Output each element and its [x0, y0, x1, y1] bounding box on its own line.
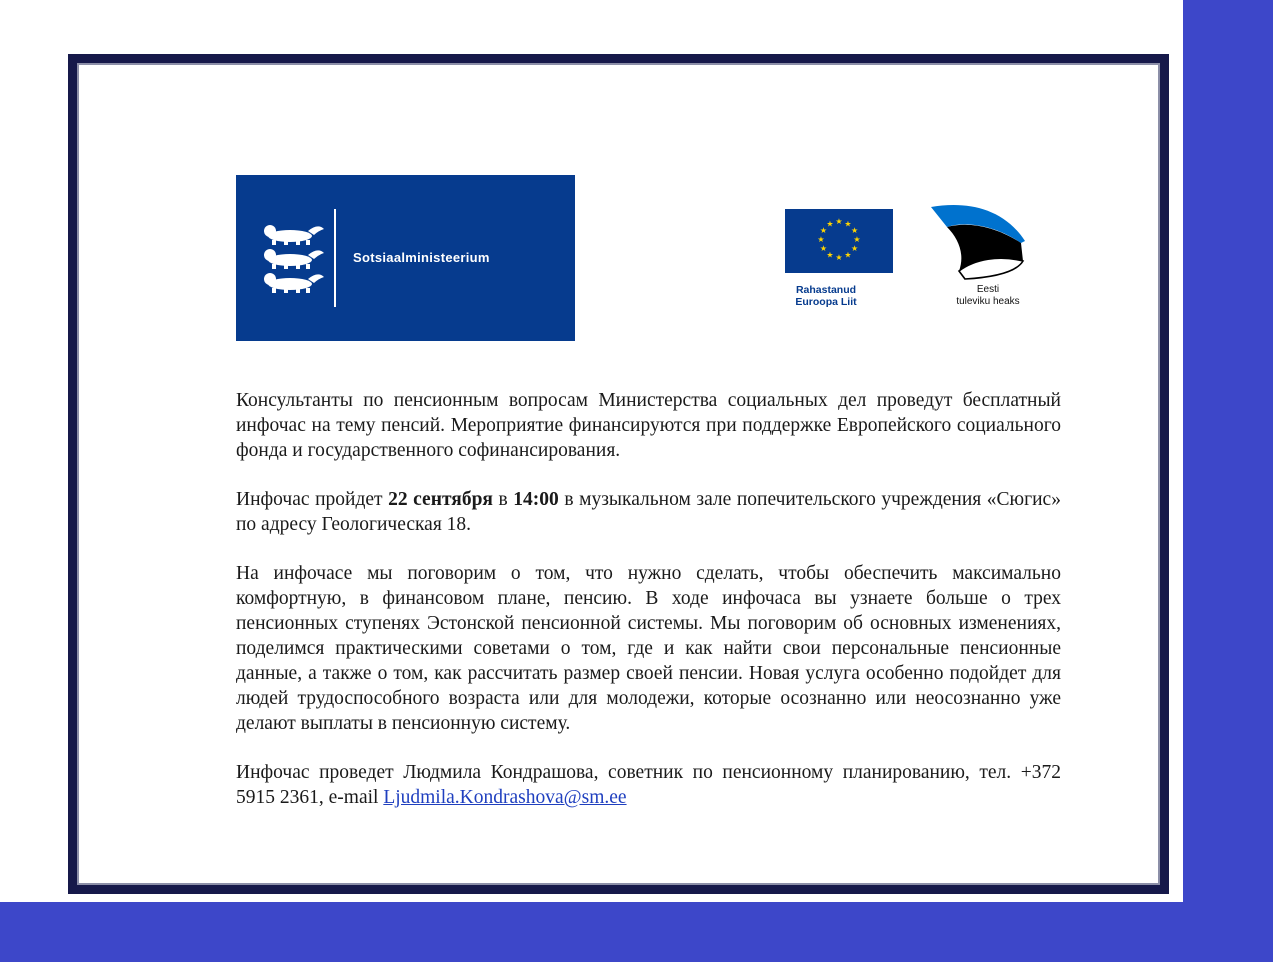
right-accent-band [1183, 0, 1273, 962]
svg-text:★: ★ [835, 217, 843, 226]
svg-text:★: ★ [826, 219, 834, 229]
svg-text:★: ★ [819, 226, 827, 235]
svg-text:★: ★ [853, 235, 861, 244]
eu-logo [785, 208, 894, 316]
svg-text:★: ★ [817, 235, 825, 244]
description-paragraph: На инфочасе мы поговорим о том, что нужно сделать, чтобы обеспечить максимально комфортную, в финансовом плане, пенсию. В ходе инфочаса вы узнаете больше о трех пенсионных ступенях Эстонской пенсионной системы. Мы поговорим об основных изменениях, поделимся практическими советами о том, где и как найти свои персональные пенсионные данные, а также о том, как рассчитать размер своей пенсии. Новая услуга особенно подойдет для людей трудоспособного возраста или для молодежи, которые осознанно или неосознанно уже делают выплаты в пенсионную систему. [236, 563, 1061, 734]
announcement-text [236, 388, 1061, 834]
svg-text:★: ★ [826, 250, 834, 260]
three-lions-coat-of-arms-icon [262, 221, 328, 295]
lion-icon [264, 225, 324, 245]
logo-divider [334, 209, 336, 307]
estonia-caption: Eesti tuleviku heaks [956, 284, 1020, 307]
svg-text:★: ★ [844, 219, 852, 229]
email-link[interactable]: Ljudmila.Kondrashova@sm.ee [383, 787, 627, 808]
eu-flag-icon [785, 209, 893, 273]
estonia-logo [925, 203, 1035, 313]
contact-paragraph: Инфочас проведет Людмила Кондрашова, советник по пенсионному планированию, тел. +372 5915 2361, e-mail Ljudmila.Kondrashova@sm.ee [236, 762, 1061, 808]
svg-text:★: ★ [835, 253, 843, 262]
event-time: 14:00 [513, 489, 559, 510]
svg-text:★: ★ [844, 250, 852, 260]
svg-text:★: ★ [851, 244, 859, 253]
bottom-accent-band [0, 902, 1273, 962]
svg-text:★: ★ [819, 244, 827, 253]
svg-text:★: ★ [851, 226, 859, 235]
intro-paragraph: Консультанты по пенсионным вопросам Министерства социальных дел проведут бесплатный инфочас на тему пенсий. Мероприятие финансируются при поддержке Европейского социального фонда и государственного софинансирования. [236, 390, 1061, 461]
event-date: 22 сентября [388, 489, 493, 510]
eu-caption: Rahastanud Euroopa Liit [795, 284, 857, 308]
ministry-logo [236, 175, 575, 341]
event-details-paragraph: Инфочас пройдет 22 сентября в 14:00 в музыкальном зале попечительского учреждения «Сюгис» по адресу Геологическая 18. [236, 489, 1061, 535]
ministry-name: Sotsiaalministeerium [353, 250, 490, 265]
estonian-flag-swirl-icon [925, 203, 1035, 283]
